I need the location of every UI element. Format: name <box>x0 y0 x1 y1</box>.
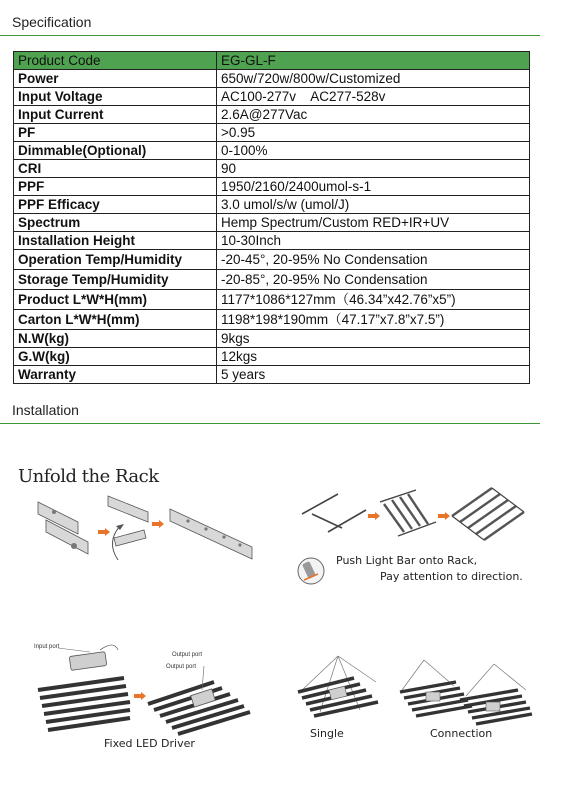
spec-key: Power <box>14 70 217 88</box>
table-row <box>14 70 530 88</box>
spec-value: 1198*198*190mm（47.17”x7.8”x7.5”) <box>217 310 530 330</box>
spec-value: 10-30Inch <box>217 232 530 250</box>
spec-value: -20-85°, 20-95% No Condensation <box>217 270 530 290</box>
spec-key: Product L*W*H(mm) <box>14 290 217 310</box>
table-row <box>14 106 530 124</box>
table-row <box>14 348 530 366</box>
table-row <box>14 160 530 178</box>
table-row <box>14 196 530 214</box>
direction-detail-icon <box>296 556 326 586</box>
led-fixture-with-driver-illustration <box>30 638 134 738</box>
push-bar-caption-1: Push Light Bar onto Rack, <box>336 554 478 567</box>
fixed-led-driver-caption: Fixed LED Driver <box>104 737 195 750</box>
spec-value: 3.0 umol/s/w (umol/J) <box>217 196 530 214</box>
spec-key: Spectrum <box>14 214 217 232</box>
spec-value: 1950/2160/2400umol-s-1 <box>217 178 530 196</box>
connection-caption: Connection <box>430 727 493 740</box>
specification-title: Specification <box>12 14 92 30</box>
spec-key: Operation Temp/Humidity <box>14 250 217 270</box>
installation-title: Installation <box>12 402 79 418</box>
spec-key: PPF Efficacy <box>14 196 217 214</box>
spec-value: AC100-277v AC277-528v <box>217 88 530 106</box>
spec-key: G.W(kg) <box>14 348 217 366</box>
table-row <box>14 250 530 270</box>
spec-key: N.W(kg) <box>14 330 217 348</box>
arrow-icon <box>152 520 164 528</box>
spec-value: 5 years <box>217 366 530 384</box>
table-row <box>14 366 530 384</box>
assembled-rack-illustration <box>448 482 530 546</box>
spec-key: Storage Temp/Humidity <box>14 270 217 290</box>
specification-table <box>13 51 530 384</box>
unfolding-rack-illustration <box>104 490 166 580</box>
folded-rack-illustration <box>30 490 100 570</box>
push-bar-caption-2: Pay attention to direction. <box>380 570 523 583</box>
input-port-label: Input port <box>34 644 60 650</box>
product-code-value: EG-GL-F <box>217 52 530 70</box>
installation-divider <box>0 423 540 424</box>
table-row <box>14 330 530 348</box>
unfold-rack-title: Unfold the Rack <box>18 466 159 487</box>
rack-with-bars-illustration <box>376 488 440 538</box>
spec-value: 0-100% <box>217 142 530 160</box>
spec-key: Input Current <box>14 106 217 124</box>
table-row <box>14 232 530 250</box>
unfolded-rack-illustration <box>166 505 256 565</box>
spec-key: Warranty <box>14 366 217 384</box>
fixed-driver-fixture-illustration <box>144 660 254 740</box>
single-hanging-illustration <box>290 652 386 728</box>
output-port-label-2: Output port <box>166 664 197 670</box>
output-port-label-1: Output port <box>172 652 203 658</box>
single-caption: Single <box>310 727 344 740</box>
spec-value: 650w/720w/800w/Customized <box>217 70 530 88</box>
table-header-row <box>14 52 530 70</box>
spec-value: 90 <box>217 160 530 178</box>
spec-value: -20-45°, 20-95% No Condensation <box>217 250 530 270</box>
product-code-label: Product Code <box>14 52 217 70</box>
spec-value: >0.95 <box>217 124 530 142</box>
rack-frame-illustration <box>298 488 370 536</box>
table-row <box>14 178 530 196</box>
spec-key: CRI <box>14 160 217 178</box>
spec-value: 12kgs <box>217 348 530 366</box>
spec-key: PF <box>14 124 217 142</box>
table-row <box>14 124 530 142</box>
spec-key: Carton L*W*H(mm) <box>14 310 217 330</box>
spec-key: Installation Height <box>14 232 217 250</box>
table-row <box>14 310 530 330</box>
table-row <box>14 270 530 290</box>
connection-hanging-illustration <box>394 656 534 732</box>
table-row <box>14 88 530 106</box>
spec-key: Input Voltage <box>14 88 217 106</box>
spec-key: Dimmable(Optional) <box>14 142 217 160</box>
table-row <box>14 290 530 310</box>
spec-key: PPF <box>14 178 217 196</box>
spec-value: Hemp Spectrum/Custom RED+IR+UV <box>217 214 530 232</box>
spec-value: 9kgs <box>217 330 530 348</box>
spec-value: 1177*1086*127mm（46.34”x42.76”x5”) <box>217 290 530 310</box>
specification-divider <box>0 35 540 36</box>
table-row <box>14 142 530 160</box>
table-row <box>14 214 530 232</box>
spec-value: 2.6A@277Vac <box>217 106 530 124</box>
